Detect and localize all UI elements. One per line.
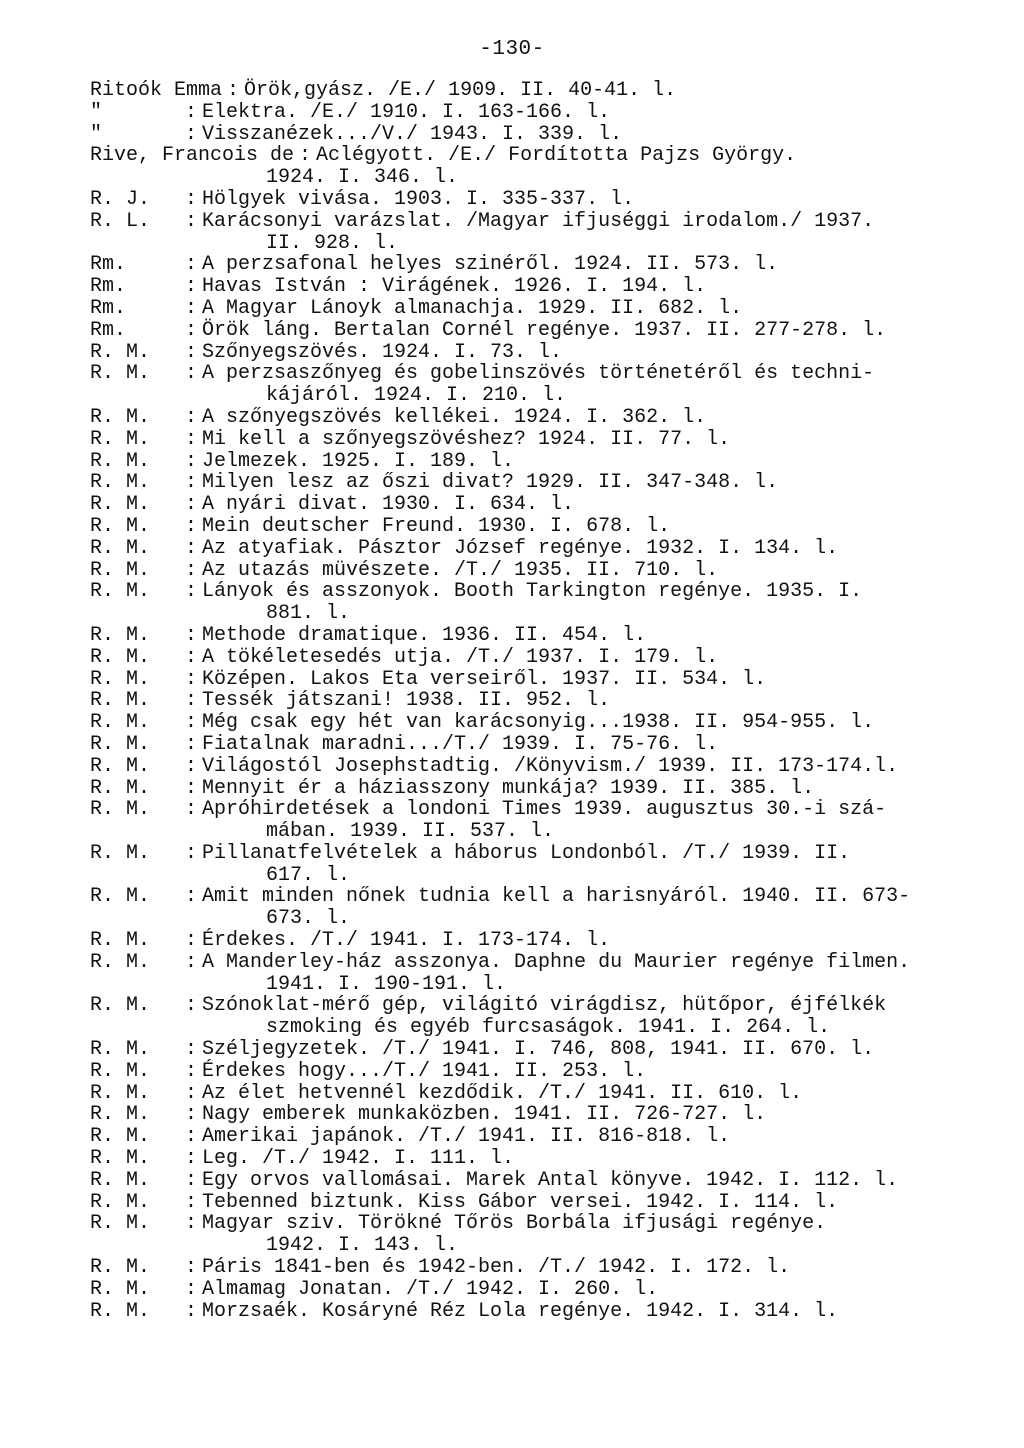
entry-author xyxy=(90,1235,180,1257)
entry-text: Nagy emberek munkaközben. 1941. II. 726-727. l. xyxy=(202,1103,767,1127)
entry-text: Pillanatfelvételek a háborus Londonból. /T./ 1939. II. xyxy=(202,841,851,865)
bibliography-entry xyxy=(90,407,990,429)
entry-first-line xyxy=(90,189,990,211)
entry-first-line xyxy=(90,538,990,560)
entry-continuation-line xyxy=(90,167,990,189)
entry-author: R. M. xyxy=(90,449,151,473)
entry-author: Rm. xyxy=(90,296,127,320)
entry-separator: : xyxy=(227,79,240,102)
entry-separator xyxy=(180,1235,202,1257)
entry-author: R. M. xyxy=(90,623,151,647)
entry-author: R. M. xyxy=(90,493,151,517)
entry-text: A perzsaszőnyeg és gobelinszövés történetéről és techni- xyxy=(202,362,875,386)
entry-text: 673. l. xyxy=(266,907,351,931)
bibliography-entry xyxy=(90,734,990,756)
entry-text: Apróhirdetések a londoni Times 1939. augusztus 30.-i szá- xyxy=(202,798,887,822)
entry-separator xyxy=(180,603,202,625)
bibliography-entry xyxy=(90,1301,990,1323)
entry-first-line xyxy=(90,494,990,516)
entry-separator: : xyxy=(184,405,197,429)
entry-separator: : xyxy=(184,841,197,865)
entry-author: Rm. xyxy=(90,275,127,299)
entry-text: A tökéletesedés utja. /T./ 1937. I. 179. l. xyxy=(202,645,719,669)
bibliography-entry xyxy=(90,1061,990,1083)
entry-first-line xyxy=(90,472,990,494)
entry-text: Methode dramatique. 1936. II. 454. l. xyxy=(202,623,647,647)
entry-text: kájáról. 1924. I. 210. l. xyxy=(266,384,567,408)
entry-author: " xyxy=(90,122,103,146)
entry-author: Ritoók Emma xyxy=(90,79,223,102)
entry-separator xyxy=(180,385,202,407)
entry-separator: : xyxy=(184,340,197,364)
entry-author: R. M. xyxy=(90,1103,151,1127)
bibliography-entry xyxy=(90,1126,990,1148)
bibliography-entry xyxy=(90,647,990,669)
entry-continuation-line xyxy=(90,233,990,255)
entry-author: R. M. xyxy=(90,1038,151,1062)
entry-author xyxy=(90,385,180,407)
entry-separator: : xyxy=(184,1103,197,1127)
entry-text: Örök láng. Bertalan Cornél regénye. 1937. II. 277-278. l. xyxy=(202,318,887,342)
bibliography-entry xyxy=(90,254,990,276)
entry-first-line xyxy=(90,581,990,603)
entry-first-line xyxy=(90,1061,990,1083)
entry-separator xyxy=(180,233,202,255)
entry-separator: : xyxy=(184,623,197,647)
entry-separator xyxy=(180,167,202,189)
entry-first-line xyxy=(90,102,990,124)
entry-continuation-line xyxy=(90,821,990,843)
entry-author: R. M. xyxy=(90,885,151,909)
entry-separator: : xyxy=(184,950,197,974)
entry-first-line xyxy=(90,625,990,647)
entry-continuation-line xyxy=(90,908,990,930)
entry-text: Mein deutscher Freund. 1930. I. 678. l. xyxy=(202,514,671,538)
bibliography-entry xyxy=(90,1083,990,1105)
entry-continuation-line xyxy=(90,865,990,887)
entry-first-line xyxy=(90,254,990,276)
entry-separator: : xyxy=(184,493,197,517)
bibliography-entry xyxy=(90,1104,990,1126)
entry-separator: : xyxy=(184,1256,197,1280)
entry-text: Széljegyzetek. /T./ 1941. I. 746, 808, 1941. II. 670. l. xyxy=(202,1038,875,1062)
entry-author: R. M. xyxy=(90,362,151,386)
entry-first-line xyxy=(90,843,990,865)
entry-separator: : xyxy=(184,732,197,756)
bibliography-entry xyxy=(90,1170,990,1192)
bibliography-entry xyxy=(90,712,990,734)
entry-text: Fiatalnak maradni.../T./ 1939. I. 75-76. l. xyxy=(202,732,719,756)
entry-author: R. M. xyxy=(90,536,151,560)
bibliography-entry xyxy=(90,363,990,407)
entry-first-line xyxy=(90,1301,990,1323)
entry-first-line xyxy=(90,952,990,974)
entry-separator: : xyxy=(184,514,197,538)
entry-continuation-line xyxy=(90,1235,990,1257)
entry-first-line xyxy=(90,211,990,233)
entry-first-line xyxy=(90,429,990,451)
entry-separator: : xyxy=(184,1299,197,1323)
bibliography-entry xyxy=(90,211,990,255)
entry-first-line xyxy=(90,930,990,952)
entry-separator: : xyxy=(184,318,197,342)
bibliography-entry xyxy=(90,80,990,102)
entry-author: " xyxy=(90,100,103,124)
bibliography-entry xyxy=(90,145,990,189)
entry-author xyxy=(90,233,180,255)
entry-separator: : xyxy=(184,471,197,495)
entry-separator: : xyxy=(184,1277,197,1301)
entry-author xyxy=(90,1017,180,1039)
entry-author xyxy=(90,908,180,930)
entry-author xyxy=(90,167,180,189)
entry-separator xyxy=(180,865,202,887)
page-number: -130- xyxy=(479,38,545,61)
entry-continuation-line xyxy=(90,1017,990,1039)
bibliography-entry xyxy=(90,451,990,473)
entry-separator: : xyxy=(184,1081,197,1105)
entry-separator: : xyxy=(184,275,197,299)
bibliography-entry xyxy=(90,952,990,996)
bibliography-entry xyxy=(90,516,990,538)
entry-separator: : xyxy=(184,100,197,124)
bibliography-entry xyxy=(90,799,990,843)
entry-author: R. M. xyxy=(90,1125,151,1149)
entry-first-line xyxy=(90,995,990,1017)
bibliography-entry xyxy=(90,1148,990,1170)
entry-author: R. M. xyxy=(90,1168,151,1192)
bibliography-entry xyxy=(90,1039,990,1061)
entry-continuation-line xyxy=(90,603,990,625)
entry-first-line xyxy=(90,363,990,385)
entry-text: Leg. /T./ 1942. I. 111. l. xyxy=(202,1147,515,1171)
entry-text: Havas István : Virágének. 1926. I. 194. l. xyxy=(202,275,707,299)
entry-text: Almamag Jonatan. /T./ 1942. I. 260. l. xyxy=(202,1277,659,1301)
entry-first-line xyxy=(90,560,990,582)
entry-text: Magyar sziv. Törökné Tőrös Borbála ifjusági regénye. xyxy=(202,1212,827,1236)
entry-separator: : xyxy=(184,1168,197,1192)
entry-text: Középen. Lakos Eta verseiről. 1937. II. 534. l. xyxy=(202,667,767,691)
entry-text: Jelmezek. 1925. I. 189. l. xyxy=(202,449,515,473)
entry-author: R. M. xyxy=(90,711,151,735)
entry-first-line xyxy=(90,342,990,364)
bibliography-entry xyxy=(90,538,990,560)
bibliography-entry xyxy=(90,124,990,146)
entry-first-line xyxy=(90,886,990,908)
entry-first-line xyxy=(90,407,990,429)
entry-first-line xyxy=(90,690,990,712)
entry-author: R. M. xyxy=(90,689,151,713)
entry-author: R. M. xyxy=(90,1059,151,1083)
entry-author: R. L. xyxy=(90,209,151,233)
bibliography-entry xyxy=(90,690,990,712)
entry-text: A szőnyegszövés kellékei. 1924. I. 362. l. xyxy=(202,405,707,429)
entry-separator: : xyxy=(184,536,197,560)
bibliography-entry xyxy=(90,930,990,952)
entry-first-line xyxy=(90,320,990,342)
entry-author xyxy=(90,603,180,625)
entry-author: R. M. xyxy=(90,798,151,822)
entry-author: R. M. xyxy=(90,1256,151,1280)
entry-author: R. M. xyxy=(90,667,151,691)
entry-text: Hölgyek vivása. 1903. I. 335-337. l. xyxy=(202,187,635,211)
entry-text: Visszanézek.../V./ 1943. I. 339. l. xyxy=(202,122,623,146)
entry-first-line xyxy=(90,669,990,691)
entry-author: R. J. xyxy=(90,187,151,211)
entry-text: Érdekes hogy.../T./ 1941. II. 253. l. xyxy=(202,1059,647,1083)
entry-author: R. M. xyxy=(90,405,151,429)
entry-text: Lányok és asszonyok. Booth Tarkington regénye. 1935. I. xyxy=(202,580,863,604)
entry-first-line xyxy=(90,778,990,800)
entry-separator: : xyxy=(184,1147,197,1171)
entry-continuation-line xyxy=(90,385,990,407)
entry-first-line xyxy=(90,276,990,298)
bibliography-entry xyxy=(90,581,990,625)
entry-first-line xyxy=(90,712,990,734)
bibliography-entry xyxy=(90,472,990,494)
entry-text: A nyári divat. 1930. I. 634. l. xyxy=(202,493,575,517)
entry-separator: : xyxy=(184,667,197,691)
bibliography-entry xyxy=(90,189,990,211)
entry-separator: : xyxy=(184,1038,197,1062)
entry-separator: : xyxy=(184,209,197,233)
entry-text: Elektra. /E./ 1910. I. 163-166. l. xyxy=(202,100,611,124)
entry-author: R. M. xyxy=(90,776,151,800)
entry-text: Az élet hetvennél kezdődik. /T./ 1941. II. 610. l. xyxy=(202,1081,803,1105)
entry-text: A Magyar Lánoyk almanachja. 1929. II. 682. l. xyxy=(202,296,743,320)
entry-separator xyxy=(180,1017,202,1039)
entry-author: R. M. xyxy=(90,340,151,364)
entry-continuation-line xyxy=(90,974,990,996)
entry-first-line xyxy=(90,1039,990,1061)
entry-text: 1941. I. 190-191. l. xyxy=(266,972,507,996)
entry-author: R. M. xyxy=(90,558,151,582)
bibliography-entry xyxy=(90,756,990,778)
bibliography-entry xyxy=(90,342,990,364)
bibliography-entry xyxy=(90,669,990,691)
entry-author: R. M. xyxy=(90,994,151,1018)
entry-separator: : xyxy=(184,187,197,211)
entry-first-line xyxy=(90,1213,990,1235)
entry-first-line xyxy=(90,1148,990,1170)
bibliography-entry xyxy=(90,778,990,800)
entry-separator xyxy=(180,821,202,843)
bibliography-entry xyxy=(90,625,990,647)
entry-text: A perzsafonal helyes szinéről. 1924. II. 573. l. xyxy=(202,253,779,277)
bibliography-entry xyxy=(90,320,990,342)
bibliography-entry xyxy=(90,494,990,516)
entry-text: II. 928. l. xyxy=(266,231,399,255)
entry-separator: : xyxy=(184,1190,197,1214)
entry-text: A Manderley-ház asszonya. Daphne du Maurier regénye filmen. xyxy=(202,950,911,974)
entry-text: Amerikai japánok. /T./ 1941. II. 816-818. l. xyxy=(202,1125,731,1149)
entry-separator: : xyxy=(184,645,197,669)
entry-separator: : xyxy=(184,1125,197,1149)
entry-author: R. M. xyxy=(90,754,151,778)
bibliography-entry xyxy=(90,102,990,124)
entry-text: szmoking és egyéb furcsaságok. 1941. I. 264. l. xyxy=(266,1016,831,1040)
entry-separator: : xyxy=(184,427,197,451)
entry-first-line xyxy=(90,1279,990,1301)
entry-separator: : xyxy=(184,122,197,146)
entry-first-line xyxy=(90,124,990,146)
entry-author: R. M. xyxy=(90,1081,151,1105)
entry-text: Az utazás müvészete. /T./ 1935. II. 710. l. xyxy=(202,558,719,582)
entry-text: Szónoklat-mérő gép, világitó virágdisz, hütőpor, éjfélkék xyxy=(202,994,887,1018)
bibliography-entry xyxy=(90,1279,990,1301)
entry-author: Rm. xyxy=(90,253,127,277)
entry-text: mában. 1939. II. 537. l. xyxy=(266,820,555,844)
entry-author: R. M. xyxy=(90,514,151,538)
entry-author: R. M. xyxy=(90,732,151,756)
bibliography-list xyxy=(90,80,990,1322)
entry-separator: : xyxy=(184,580,197,604)
entry-first-line xyxy=(90,1104,990,1126)
entry-text: Még csak egy hét van karácsonyig...1938. II. 954-955. l. xyxy=(202,711,875,735)
entry-separator: : xyxy=(184,776,197,800)
entry-first-line xyxy=(90,451,990,473)
entry-first-line xyxy=(90,80,990,102)
entry-first-line xyxy=(90,1083,990,1105)
entry-text: Páris 1841-ben és 1942-ben. /T./ 1942. I. 172. l. xyxy=(202,1256,791,1280)
entry-separator: : xyxy=(184,1059,197,1083)
entry-first-line xyxy=(90,1170,990,1192)
entry-separator: : xyxy=(184,296,197,320)
entry-separator: : xyxy=(184,711,197,735)
entry-separator: : xyxy=(184,689,197,713)
entry-text: Morzsaék. Kosáryné Réz Lola regénye. 1942. I. 314. l. xyxy=(202,1299,839,1323)
entry-author: R. M. xyxy=(90,580,151,604)
entry-author: R. M. xyxy=(90,841,151,865)
entry-author: R. M. xyxy=(90,1190,151,1214)
entry-separator: : xyxy=(184,994,197,1018)
entry-first-line xyxy=(90,1257,990,1279)
entry-first-line xyxy=(90,734,990,756)
entry-author: Rm. xyxy=(90,318,127,342)
entry-author: Rive, Francois de xyxy=(90,144,295,168)
bibliography-entry xyxy=(90,1257,990,1279)
entry-separator: : xyxy=(184,929,197,953)
entry-separator: : xyxy=(184,798,197,822)
entry-separator: : xyxy=(184,754,197,778)
entry-separator: : xyxy=(184,449,197,473)
entry-first-line xyxy=(90,516,990,538)
entry-text: Szőnyegszövés. 1924. I. 73. l. xyxy=(202,340,563,364)
bibliography-entry xyxy=(90,1213,990,1257)
entry-author: R. M. xyxy=(90,427,151,451)
entry-separator: : xyxy=(299,144,312,168)
entry-text: 1942. I. 143. l. xyxy=(266,1234,459,1258)
entry-author xyxy=(90,865,180,887)
entry-text: Tessék játszani! 1938. II. 952. l. xyxy=(202,689,611,713)
entry-author: R. M. xyxy=(90,1212,151,1236)
entry-text: 881. l. xyxy=(266,602,351,626)
bibliography-entry xyxy=(90,1192,990,1214)
entry-author: R. M. xyxy=(90,1299,151,1323)
entry-first-line xyxy=(90,1192,990,1214)
entry-author: R. M. xyxy=(90,471,151,495)
bibliography-entry xyxy=(90,276,990,298)
entry-separator: : xyxy=(184,253,197,277)
entry-text: Az atyafiak. Pásztor József regénye. 1932. I. 134. l. xyxy=(202,536,839,560)
entry-author: R. M. xyxy=(90,929,151,953)
bibliography-entry xyxy=(90,886,990,930)
entry-text: Egy orvos vallomásai. Marek Antal könyve. 1942. I. 112. l. xyxy=(202,1168,899,1192)
entry-first-line xyxy=(90,756,990,778)
entry-first-line xyxy=(90,647,990,669)
bibliography-entry xyxy=(90,298,990,320)
entry-first-line xyxy=(90,1126,990,1148)
entry-author: R. M. xyxy=(90,645,151,669)
bibliography-entry xyxy=(90,429,990,451)
entry-separator: : xyxy=(184,885,197,909)
entry-text: 1924. I. 346. l. xyxy=(266,166,459,190)
entry-text: Világostól Josephstadtig. /Könyvism./ 1939. II. 173-174.l. xyxy=(202,754,899,778)
entry-text: Aclégyott. /E./ Fordította Pajzs György. xyxy=(316,144,797,168)
entry-separator: : xyxy=(184,558,197,582)
entry-separator xyxy=(180,974,202,996)
entry-separator xyxy=(180,908,202,930)
bibliography-entry xyxy=(90,560,990,582)
entry-first-line xyxy=(90,145,990,167)
entry-author xyxy=(90,821,180,843)
entry-text: 617. l. xyxy=(266,863,351,887)
entry-author: R. M. xyxy=(90,950,151,974)
entry-author xyxy=(90,974,180,996)
entry-text: Mennyit ér a háziasszony munkája? 1939. II. 385. l. xyxy=(202,776,815,800)
entry-separator: : xyxy=(184,1212,197,1236)
entry-text: Milyen lesz az őszi divat? 1929. II. 347-348. l. xyxy=(202,471,779,495)
entry-author: R. M. xyxy=(90,1147,151,1171)
entry-text: Karácsonyi varázslat. /Magyar ifjuséggi irodalom./ 1937. xyxy=(202,209,875,233)
entry-separator: : xyxy=(184,362,197,386)
entry-text: Tebenned biztunk. Kiss Gábor versei. 1942. I. 114. l. xyxy=(202,1190,839,1214)
entry-first-line xyxy=(90,799,990,821)
entry-text: Amit minden nőnek tudnia kell a harisnyáról. 1940. II. 673- xyxy=(202,885,911,909)
entry-author: R. M. xyxy=(90,1277,151,1301)
bibliography-entry xyxy=(90,843,990,887)
entry-first-line xyxy=(90,298,990,320)
entry-text: Örök,gyász. /E./ 1909. II. 40-41. l. xyxy=(244,79,677,102)
bibliography-entry xyxy=(90,995,990,1039)
entry-text: Mi kell a szőnyegszövéshez? 1924. II. 77. l. xyxy=(202,427,731,451)
entry-text: Érdekes. /T./ 1941. I. 173-174. l. xyxy=(202,929,611,953)
